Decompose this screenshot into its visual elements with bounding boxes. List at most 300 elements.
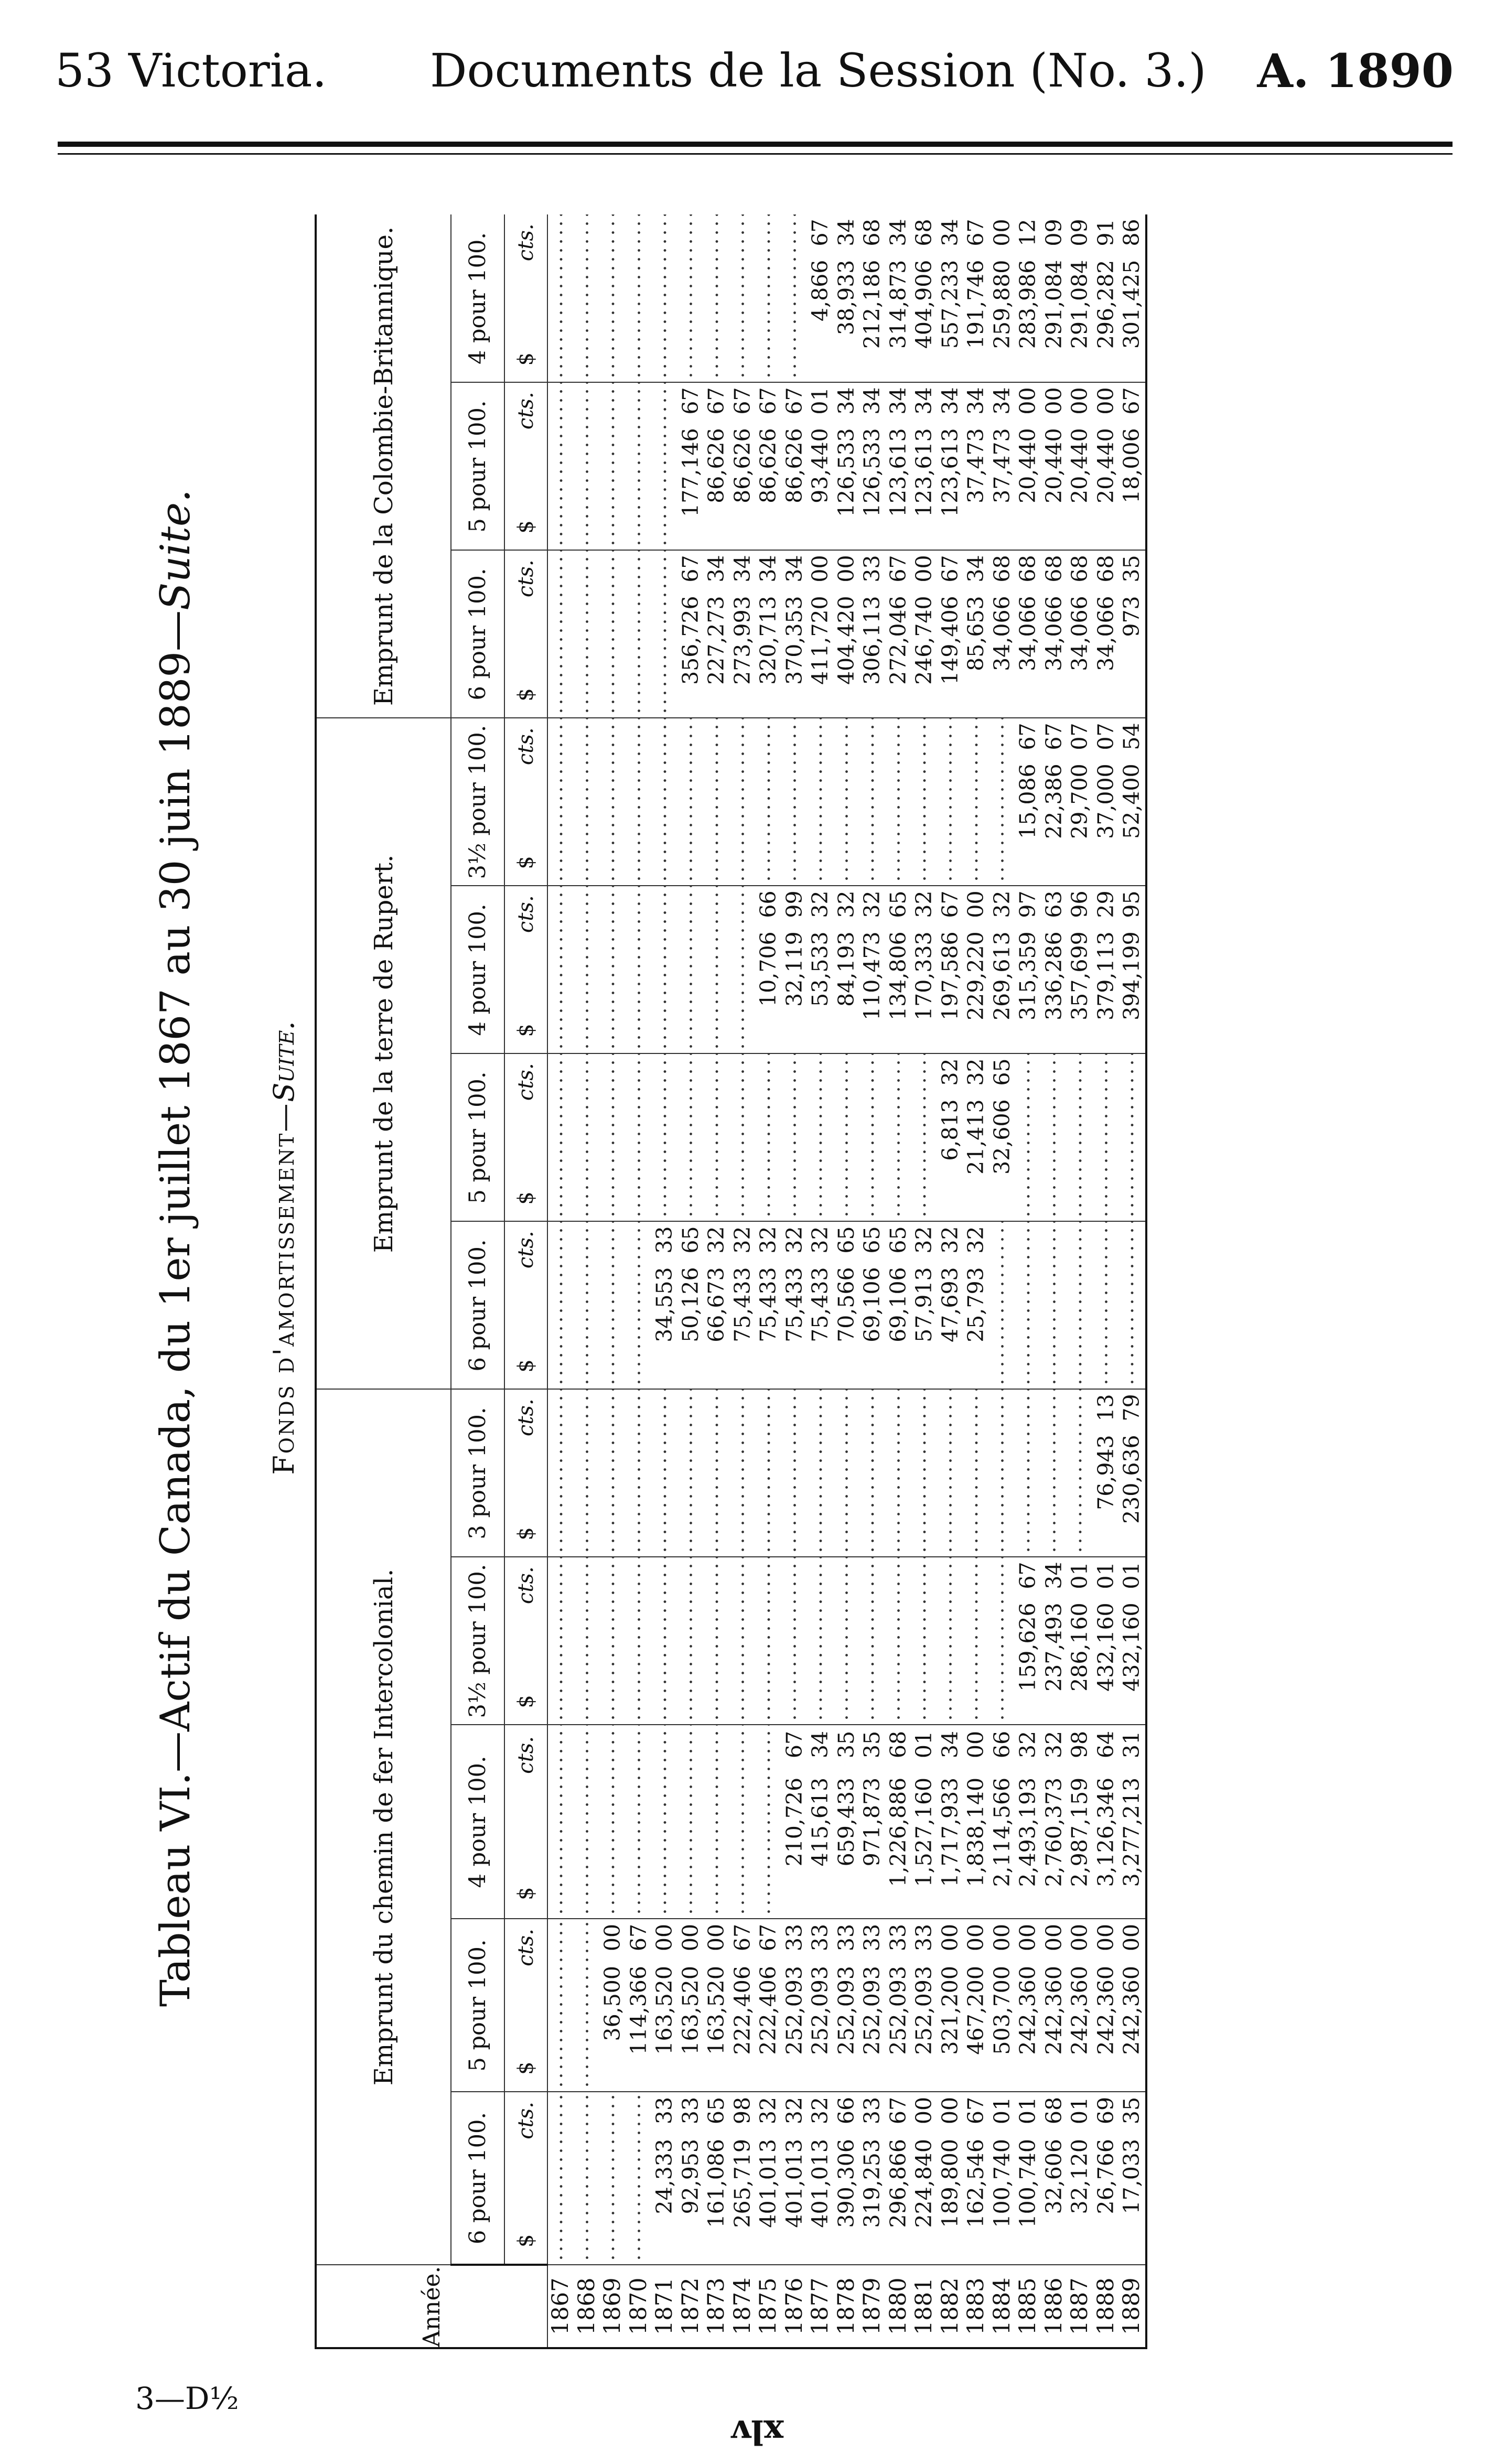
- group-header-intercolonial: Emprunt du chemin de fer Intercolonial.: [316, 1389, 451, 2265]
- page-folio: xlv: [732, 2412, 784, 2451]
- empty-leader-cell: [886, 1389, 912, 1557]
- amount-cell: 356,72667: [678, 550, 704, 718]
- amount-cell: 25,79332: [963, 1221, 989, 1389]
- amount-cell: 3,126,34664: [1093, 1725, 1120, 1919]
- amount-cell: 84,19332: [834, 886, 860, 1053]
- year-cell: 1884: [989, 2265, 1016, 2348]
- year-cell: 1869: [600, 2265, 626, 2348]
- header-right: A. 1890: [1257, 44, 1454, 98]
- amount-cell: 4,86667: [808, 214, 834, 382]
- amount-cell: 272,04667: [886, 550, 912, 718]
- empty-leader-cell: [704, 214, 730, 382]
- year-cell: 1871: [652, 2265, 678, 2348]
- table-row: [989, 214, 1016, 2348]
- amount-cell: 37,00007: [1093, 718, 1120, 886]
- year-cell: 1867: [547, 2265, 574, 2348]
- amount-cell: 110,47332: [859, 886, 886, 1053]
- amount-cell: 32,11999: [782, 886, 808, 1053]
- empty-leader-cell: [678, 718, 704, 886]
- empty-leader-cell: [547, 1053, 574, 1221]
- amount-cell: 163,52000: [704, 1919, 730, 2092]
- empty-leader-cell: [859, 1557, 886, 1725]
- amount-cell: 177,14667: [678, 382, 704, 550]
- table-row: [678, 214, 704, 2348]
- empty-leader-cell: [652, 1557, 678, 1725]
- unit-header: [504, 1725, 547, 1919]
- rate-header: 4 pour 100.: [451, 1725, 504, 1919]
- empty-leader-cell: [834, 1053, 860, 1221]
- amount-cell: 252,09333: [808, 1919, 834, 2092]
- empty-leader-cell: [963, 1389, 989, 1557]
- amount-cell: 20,44000: [1015, 382, 1041, 550]
- amount-cell: 252,09333: [782, 1919, 808, 2092]
- unit-header-row: [504, 214, 547, 2348]
- amount-cell: 163,52000: [652, 1919, 678, 2092]
- amount-cell: 126,53334: [859, 382, 886, 550]
- empty-leader-cell: [911, 1389, 938, 1557]
- empty-leader-cell: [626, 886, 652, 1053]
- amount-cell: 93,44001: [808, 382, 834, 550]
- empty-leader-cell: [989, 718, 1016, 886]
- amount-cell: 70,56665: [834, 1221, 860, 1389]
- amount-cell: 123,61334: [911, 382, 938, 550]
- table-subtitle: [267, 147, 300, 2349]
- empty-leader-cell: [859, 1053, 886, 1221]
- empty-leader-cell: [808, 1389, 834, 1557]
- amount-cell: 162,54667: [963, 2092, 989, 2265]
- amount-cell: 20,44000: [1093, 382, 1120, 550]
- table-row: [886, 214, 912, 2348]
- empty-leader-cell: [547, 1557, 574, 1725]
- dollar-sign: $: [514, 2061, 538, 2075]
- table-row: [808, 214, 834, 2348]
- empty-leader-cell: [574, 1053, 600, 1221]
- empty-leader-cell: [782, 718, 808, 886]
- dollar-sign: $: [514, 1527, 538, 1541]
- cents-label: cts.: [514, 559, 538, 598]
- amount-cell: 123,61334: [886, 382, 912, 550]
- amount-cell: 252,09333: [834, 1919, 860, 2092]
- empty-leader-cell: [704, 886, 730, 1053]
- amount-cell: 971,87335: [859, 1725, 886, 1919]
- amount-cell: 404,90668: [911, 214, 938, 382]
- empty-leader-cell: [730, 1389, 756, 1557]
- empty-leader-cell: [834, 1557, 860, 1725]
- empty-leader-cell: [1119, 1053, 1146, 1221]
- empty-leader-cell: [600, 718, 626, 886]
- empty-leader-cell: [652, 382, 678, 550]
- amount-cell: 3,277,21331: [1119, 1725, 1146, 1919]
- unit-header: [504, 1557, 547, 1725]
- year-cell: 1889: [1119, 2265, 1146, 2348]
- empty-leader-cell: [782, 1053, 808, 1221]
- amount-cell: 86,62667: [704, 382, 730, 550]
- amount-cell: 170,33332: [911, 886, 938, 1053]
- amount-cell: 265,71998: [730, 2092, 756, 2265]
- amount-cell: 242,36000: [1041, 1919, 1068, 2092]
- table-row: [1067, 214, 1093, 2348]
- unit-header: [504, 382, 547, 550]
- amount-cell: 92,95333: [678, 2092, 704, 2265]
- unit-header: [504, 886, 547, 1053]
- empty-leader-cell: [704, 718, 730, 886]
- group-header-rupert: Emprunt de la terre de Rupert.: [316, 718, 451, 1389]
- amount-cell: 69,10665: [859, 1221, 886, 1389]
- empty-leader-cell: [704, 1389, 730, 1557]
- empty-leader-cell: [678, 1389, 704, 1557]
- empty-leader-cell: [600, 214, 626, 382]
- amount-cell: 401,01332: [808, 2092, 834, 2265]
- empty-leader-cell: [626, 1053, 652, 1221]
- cents-label: cts.: [514, 895, 538, 933]
- amount-cell: 34,55333: [652, 1221, 678, 1389]
- amount-cell: 53,53332: [808, 886, 834, 1053]
- amount-cell: 230,63679: [1119, 1389, 1146, 1557]
- empty-leader-cell: [547, 1389, 574, 1557]
- empty-leader-cell: [574, 1221, 600, 1389]
- amount-cell: 34,06668: [1093, 550, 1120, 718]
- empty-leader-cell: [574, 2092, 600, 2265]
- empty-leader-cell: [730, 1557, 756, 1725]
- empty-leader-cell: [911, 1557, 938, 1725]
- cents-label: cts.: [514, 727, 538, 766]
- empty-leader-cell: [678, 886, 704, 1053]
- empty-leader-cell: [547, 214, 574, 382]
- amount-cell: 32,60665: [989, 1053, 1016, 1221]
- empty-leader-cell: [678, 1725, 704, 1919]
- empty-leader-cell: [1067, 1053, 1093, 1221]
- amount-cell: 22,38667: [1041, 718, 1068, 886]
- amount-cell: 291,08409: [1041, 214, 1068, 382]
- amount-cell: 159,62667: [1015, 1557, 1041, 1725]
- empty-leader-cell: [756, 718, 782, 886]
- amount-cell: 34,06668: [1041, 550, 1068, 718]
- amount-cell: 401,01332: [756, 2092, 782, 2265]
- amount-cell: 36,50000: [600, 1919, 626, 2092]
- empty-leader-cell: [574, 1725, 600, 1919]
- empty-leader-cell: [678, 1053, 704, 1221]
- dollar-sign: $: [514, 1191, 538, 1205]
- empty-leader-cell: [911, 1053, 938, 1221]
- sinking-fund-table: [315, 214, 1147, 2349]
- cents-label: cts.: [514, 223, 538, 262]
- empty-leader-cell: [600, 1389, 626, 1557]
- empty-leader-cell: [547, 1919, 574, 2092]
- table-title: [147, 147, 205, 2349]
- amount-cell: 15,08667: [1015, 718, 1041, 886]
- year-cell: 1878: [834, 2265, 860, 2348]
- empty-leader-cell: [730, 214, 756, 382]
- signature-mark: 3—D½: [135, 2381, 239, 2416]
- empty-leader-cell: [938, 1389, 964, 1557]
- amount-cell: 134,80665: [886, 886, 912, 1053]
- unit-header: [504, 2092, 547, 2265]
- unit-header: [504, 550, 547, 718]
- empty-leader-cell: [626, 214, 652, 382]
- table-row: [1041, 214, 1068, 2348]
- amount-cell: 1,717,93334: [938, 1725, 964, 1919]
- year-cell: 1883: [963, 2265, 989, 2348]
- empty-leader-cell: [600, 886, 626, 1053]
- amount-cell: 1,527,16001: [911, 1725, 938, 1919]
- empty-leader-cell: [989, 1221, 1016, 1389]
- amount-cell: 47,69332: [938, 1221, 964, 1389]
- empty-leader-cell: [600, 1557, 626, 1725]
- amount-cell: 210,72667: [782, 1725, 808, 1919]
- amount-cell: 370,35334: [782, 550, 808, 718]
- empty-leader-cell: [963, 1557, 989, 1725]
- amount-cell: 432,16001: [1093, 1557, 1120, 1725]
- empty-leader-cell: [886, 1053, 912, 1221]
- unit-header: [504, 1053, 547, 1221]
- empty-leader-cell: [652, 214, 678, 382]
- amount-cell: 75,43332: [782, 1221, 808, 1389]
- table-row: [782, 214, 808, 2348]
- table-subtitle-suite: Suite.: [267, 1021, 300, 1102]
- amount-cell: 38,93334: [834, 214, 860, 382]
- table-row: [547, 214, 574, 2348]
- year-cell: 1874: [730, 2265, 756, 2348]
- empty-leader-cell: [756, 1389, 782, 1557]
- empty-leader-cell: [756, 214, 782, 382]
- empty-leader-cell: [547, 718, 574, 886]
- empty-leader-cell: [963, 718, 989, 886]
- unit-header: [504, 1919, 547, 2092]
- table-row: [626, 214, 652, 2348]
- table-row: [938, 214, 964, 2348]
- year-cell: 1872: [678, 2265, 704, 2348]
- amount-cell: 273,99334: [730, 550, 756, 718]
- empty-leader-cell: [547, 1221, 574, 1389]
- empty-leader-cell: [547, 382, 574, 550]
- empty-leader-cell: [886, 718, 912, 886]
- empty-leader-cell: [782, 1389, 808, 1557]
- year-cell: 1868: [574, 2265, 600, 2348]
- amount-cell: 163,52000: [678, 1919, 704, 2092]
- amount-cell: 242,36000: [1015, 1919, 1041, 2092]
- empty-leader-cell: [652, 886, 678, 1053]
- empty-leader-cell: [1067, 1221, 1093, 1389]
- empty-leader-cell: [652, 1725, 678, 1919]
- year-cell: 1880: [886, 2265, 912, 2348]
- amount-cell: 86,62667: [756, 382, 782, 550]
- rotated-table-page: [142, 147, 1269, 2349]
- amount-cell: 314,87334: [886, 214, 912, 382]
- amount-cell: 557,23334: [938, 214, 964, 382]
- empty-leader-cell: [1041, 1221, 1068, 1389]
- amount-cell: 34,06668: [1015, 550, 1041, 718]
- empty-leader-cell: [1067, 1389, 1093, 1557]
- table-row: [963, 214, 989, 2348]
- empty-leader-cell: [886, 1557, 912, 1725]
- amount-cell: 6,81332: [938, 1053, 964, 1221]
- empty-leader-cell: [626, 1557, 652, 1725]
- amount-cell: 100,74001: [1015, 2092, 1041, 2265]
- amount-cell: 379,11329: [1093, 886, 1120, 1053]
- amount-cell: 75,43332: [808, 1221, 834, 1389]
- empty-leader-cell: [626, 718, 652, 886]
- table-row: [756, 214, 782, 2348]
- empty-leader-cell: [808, 1053, 834, 1221]
- dollar-sign: $: [514, 352, 538, 366]
- amount-cell: 242,36000: [1093, 1919, 1120, 2092]
- empty-leader-cell: [626, 1389, 652, 1557]
- rate-header: 3½ pour 100.: [451, 1557, 504, 1725]
- rate-header: 5 pour 100.: [451, 1053, 504, 1221]
- empty-leader-cell: [600, 382, 626, 550]
- amount-cell: 401,01332: [782, 2092, 808, 2265]
- amount-cell: 246,74000: [911, 550, 938, 718]
- empty-leader-cell: [652, 1053, 678, 1221]
- amount-cell: 432,16001: [1119, 1557, 1146, 1725]
- table-subtitle-text: Fonds d'amortissement—: [267, 1102, 300, 1475]
- amount-cell: 227,27334: [704, 550, 730, 718]
- empty-leader-cell: [704, 1557, 730, 1725]
- cents-label: cts.: [514, 392, 538, 430]
- empty-leader-cell: [834, 718, 860, 886]
- empty-leader-cell: [600, 1725, 626, 1919]
- dollar-sign: $: [514, 520, 538, 534]
- amount-cell: 75,43332: [730, 1221, 756, 1389]
- amount-cell: 283,98612: [1015, 214, 1041, 382]
- empty-leader-cell: [756, 1725, 782, 1919]
- empty-leader-cell: [1015, 1389, 1041, 1557]
- group-header-colombie: Emprunt de la Colombie-Britannique.: [316, 214, 451, 718]
- empty-leader-cell: [626, 1221, 652, 1389]
- empty-leader-cell: [626, 2092, 652, 2265]
- amount-cell: 126,53334: [834, 382, 860, 550]
- amount-cell: 26,76669: [1093, 2092, 1120, 2265]
- empty-leader-cell: [704, 1725, 730, 1919]
- amount-cell: 37,47334: [963, 382, 989, 550]
- empty-leader-cell: [1093, 1053, 1120, 1221]
- unit-header: [504, 1389, 547, 1557]
- table-row: [600, 214, 626, 2348]
- unit-header: [504, 1221, 547, 1389]
- amount-cell: 20,44000: [1041, 382, 1068, 550]
- amount-cell: 1,226,88668: [886, 1725, 912, 1919]
- amount-cell: 34,06668: [989, 550, 1016, 718]
- dollar-sign: $: [514, 1695, 538, 1708]
- rate-header: 3 pour 100.: [451, 1389, 504, 1557]
- amount-cell: 321,20000: [938, 1919, 964, 2092]
- header-center: Documents de la Session (No. 3.): [430, 44, 1207, 98]
- amount-cell: 24,33333: [652, 2092, 678, 2265]
- year-cell: 1870: [626, 2265, 652, 2348]
- empty-leader-cell: [756, 1557, 782, 1725]
- rate-header: 5 pour 100.: [451, 382, 504, 550]
- year-cell: 1887: [1067, 2265, 1093, 2348]
- amount-cell: 2,987,15998: [1067, 1725, 1093, 1919]
- empty-leader-cell: [574, 1389, 600, 1557]
- empty-leader-cell: [652, 718, 678, 886]
- empty-leader-cell: [730, 886, 756, 1053]
- amount-cell: 357,69996: [1067, 886, 1093, 1053]
- empty-leader-cell: [547, 550, 574, 718]
- amount-cell: 85,65334: [963, 550, 989, 718]
- dollar-sign: $: [514, 688, 538, 702]
- cents-label: cts.: [514, 1231, 538, 1269]
- amount-cell: 319,25333: [859, 2092, 886, 2265]
- rate-header: 6 pour 100.: [451, 1221, 504, 1389]
- amount-cell: 269,61332: [989, 886, 1016, 1053]
- table-row: [911, 214, 938, 2348]
- amount-cell: 301,42586: [1119, 214, 1146, 382]
- empty-leader-cell: [859, 1389, 886, 1557]
- table-row: [1093, 214, 1120, 2348]
- amount-cell: 2,493,19332: [1015, 1725, 1041, 1919]
- rate-header: 4 pour 100.: [451, 886, 504, 1053]
- amount-cell: 75,43332: [756, 1221, 782, 1389]
- year-cell: 1875: [756, 2265, 782, 2348]
- amount-cell: 242,36000: [1119, 1919, 1146, 2092]
- amount-cell: 252,09333: [886, 1919, 912, 2092]
- year-cell: 1877: [808, 2265, 834, 2348]
- year-column-header: Année.: [316, 2265, 547, 2348]
- amount-cell: 149,40667: [938, 550, 964, 718]
- amount-cell: 34,06668: [1067, 550, 1093, 718]
- empty-leader-cell: [600, 550, 626, 718]
- empty-leader-cell: [730, 1053, 756, 1221]
- amount-cell: 411,72000: [808, 550, 834, 718]
- year-cell: 1873: [704, 2265, 730, 2348]
- amount-cell: 32,12001: [1067, 2092, 1093, 2265]
- table-row: [1119, 214, 1146, 2348]
- table-title-text: Tableau VI.—Actif du Canada, du 1er juillet 1867 au 30 juin 1889—: [152, 610, 199, 2007]
- amount-cell: 21,41332: [963, 1053, 989, 1221]
- table-body: [547, 214, 1146, 2348]
- empty-leader-cell: [938, 718, 964, 886]
- empty-leader-cell: [1119, 1221, 1146, 1389]
- rate-header: 6 pour 100.: [451, 550, 504, 718]
- empty-leader-cell: [574, 550, 600, 718]
- amount-cell: 252,09333: [911, 1919, 938, 2092]
- header-rule-thick: [58, 142, 1453, 147]
- empty-leader-cell: [574, 1919, 600, 2092]
- rate-header-row: [451, 214, 504, 2348]
- empty-leader-cell: [1093, 1221, 1120, 1389]
- amount-cell: 189,80000: [938, 2092, 964, 2265]
- amount-cell: 252,09333: [859, 1919, 886, 2092]
- empty-leader-cell: [730, 718, 756, 886]
- empty-leader-cell: [756, 1053, 782, 1221]
- amount-cell: 415,61334: [808, 1725, 834, 1919]
- amount-cell: 69,10665: [886, 1221, 912, 1389]
- amount-cell: 503,70000: [989, 1919, 1016, 2092]
- table-row: [834, 214, 860, 2348]
- empty-leader-cell: [782, 214, 808, 382]
- amount-cell: 97335: [1119, 550, 1146, 718]
- rate-header: 4 pour 100.: [451, 214, 504, 382]
- empty-leader-cell: [547, 2092, 574, 2265]
- table-title-suite: Suite.: [152, 489, 199, 610]
- amount-cell: 66,67332: [704, 1221, 730, 1389]
- empty-leader-cell: [600, 1053, 626, 1221]
- empty-leader-cell: [782, 1557, 808, 1725]
- amount-cell: 57,91332: [911, 1221, 938, 1389]
- empty-leader-cell: [600, 1221, 626, 1389]
- amount-cell: 212,18668: [859, 214, 886, 382]
- cents-label: cts.: [514, 1566, 538, 1605]
- amount-cell: 86,62667: [730, 382, 756, 550]
- amount-cell: 197,58667: [938, 886, 964, 1053]
- empty-leader-cell: [574, 382, 600, 550]
- amount-cell: 222,40667: [730, 1919, 756, 2092]
- dollar-sign: $: [514, 1887, 538, 1900]
- empty-leader-cell: [678, 1557, 704, 1725]
- amount-cell: 259,88000: [989, 214, 1016, 382]
- year-cell: 1886: [1041, 2265, 1068, 2348]
